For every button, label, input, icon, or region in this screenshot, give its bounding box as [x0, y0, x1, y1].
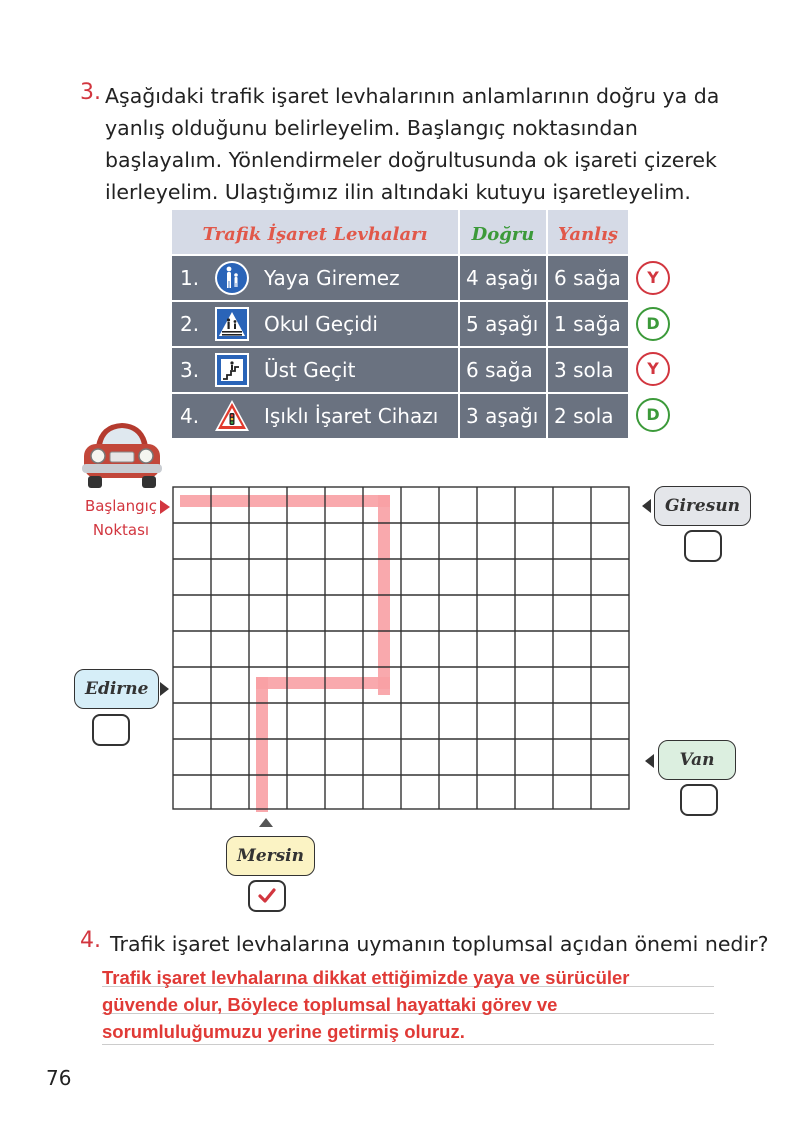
overpass-sign-icon [214, 352, 250, 388]
row-number: 4. [180, 404, 200, 428]
header-correct: Doğru [471, 224, 535, 245]
row-divider [172, 346, 628, 348]
giresun-checkbox[interactable] [684, 530, 722, 562]
start-label-line2: Noktası [92, 521, 150, 539]
answer-mark: D [636, 398, 670, 432]
city-van: Van [658, 740, 736, 780]
edirne-checkbox[interactable] [92, 714, 130, 746]
wrong-direction: 6 sağa [554, 266, 621, 290]
car-icon [78, 418, 166, 492]
van-checkbox[interactable] [680, 784, 718, 816]
question-4-answer[interactable] [102, 964, 742, 1045]
pointer-up-icon [259, 818, 273, 827]
city-edirne: Edirne [74, 669, 159, 709]
question-3-number: 3. [80, 80, 101, 105]
header-sign-names: Trafik İşaret Levhaları [202, 224, 428, 245]
wrong-direction: 3 sola [554, 358, 614, 382]
maze-grid[interactable] [172, 486, 632, 812]
pedestrian-sign-icon [214, 260, 250, 296]
start-label-line1: Başlangıç [84, 497, 158, 515]
sign-name: Yaya Giremez [264, 266, 400, 290]
answer-line-3: sorumluluğumuzu yerine getirmiş oluruz. [102, 1021, 465, 1042]
correct-direction: 6 sağa [466, 358, 533, 382]
wrong-direction: 1 sağa [554, 312, 621, 336]
correct-direction: 3 aşağı [466, 404, 539, 428]
row-divider [172, 254, 628, 256]
row-number: 1. [180, 266, 200, 290]
table-header-row [172, 210, 628, 254]
sign-name: Işıklı İşaret Cihazı [264, 404, 439, 428]
page-number: 76 [46, 1066, 72, 1090]
wrong-direction: 2 sola [554, 404, 614, 428]
answer-mark: D [636, 307, 670, 341]
row-divider [172, 300, 628, 302]
start-point-label [78, 494, 164, 542]
sign-name: Okul Geçidi [264, 312, 378, 336]
grid-lines [173, 487, 629, 809]
question-3-text: Aşağıdaki trafik işaret levhalarının anlamlarının doğru ya da yanlış olduğunu belirleyelim. Başlangıç noktasından başlayalım. Yönlendirmeler doğrultusunda ok işareti çizerek ilerleyelim. Ulaştığımız ilin altındaki kutuyu işaretleyelim. [105, 84, 720, 204]
row-divider [172, 392, 628, 394]
table-row [172, 256, 628, 300]
column-divider [546, 210, 548, 438]
correct-direction: 4 aşağı [466, 266, 539, 290]
correct-direction: 5 aşağı [466, 312, 539, 336]
table-row [172, 394, 628, 438]
pointer-left-icon [642, 499, 651, 513]
table-row [172, 348, 628, 392]
question-4-text: Trafik işaret levhalarına uymanın toplumsal açıdan önemi nedir? [110, 932, 769, 956]
mersin-checkbox[interactable] [248, 880, 286, 912]
checkmark-icon [250, 882, 284, 910]
start-arrow-icon [160, 500, 170, 514]
traffic-sign-table [172, 210, 628, 438]
row-number: 3. [180, 358, 200, 382]
city-giresun: Giresun [654, 486, 751, 526]
traffic-light-sign-icon [214, 398, 250, 434]
answer-line-1: Trafik işaret levhalarına dikkat ettiğimizde yaya ve sürücüler [102, 967, 630, 988]
table-row [172, 302, 628, 346]
answer-line-2: güvende olur, Böylece toplumsal hayattaki görev ve [102, 994, 558, 1015]
column-divider [458, 210, 460, 438]
city-mersin: Mersin [226, 836, 315, 876]
answer-mark: Y [636, 352, 670, 386]
school-crossing-sign-icon [214, 306, 250, 342]
header-wrong: Yanlış [557, 224, 618, 245]
pointer-right-icon [160, 682, 169, 696]
answer-mark: Y [636, 261, 670, 295]
row-number: 2. [180, 312, 200, 336]
question-4-number: 4. [80, 928, 101, 953]
sign-name: Üst Geçit [264, 358, 356, 382]
pointer-left-icon [645, 754, 654, 768]
